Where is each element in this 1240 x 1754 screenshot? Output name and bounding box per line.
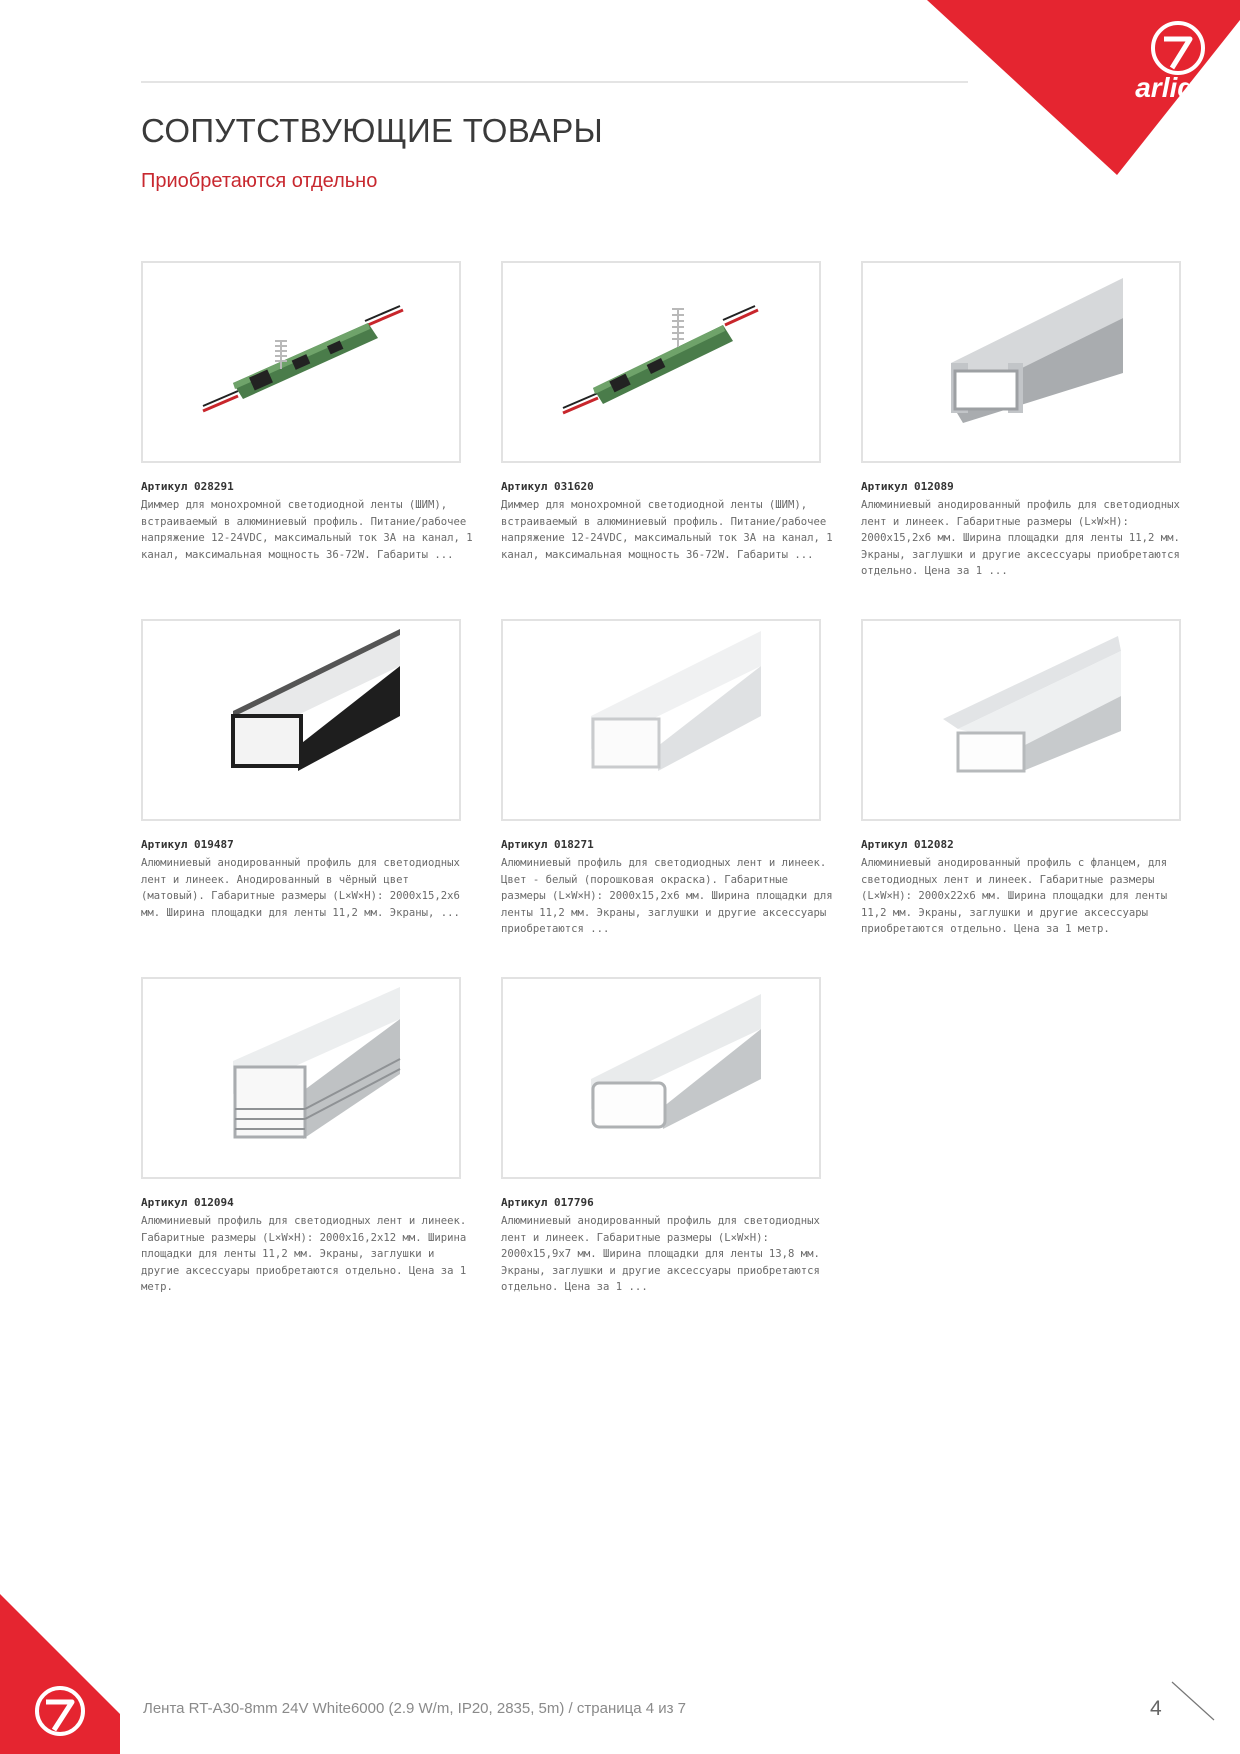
brand-wordmark: arlight bbox=[1135, 72, 1221, 103]
ribbed-profile-icon bbox=[143, 979, 459, 1177]
product-image[interactable] bbox=[141, 977, 461, 1179]
white-profile-icon bbox=[503, 621, 819, 819]
product-description: Диммер для монохромной светодиодной ленты (ШИМ), встраиваемый в алюминиевый профиль. Питание/рабочее напряжение 12-24VDC, максимальный ток 3А на канал, 1 канал, максимальная мощность 36-72W. Габариты ... bbox=[501, 499, 833, 561]
product-sku[interactable]: Артикул 017796 bbox=[501, 1196, 594, 1209]
product-card[interactable] bbox=[501, 619, 833, 938]
product-sku[interactable]: Артикул 018271 bbox=[501, 838, 594, 851]
product-description: Алюминиевый анодированный профиль для светодиодных лент и линеек. Габаритные размеры (L×W×H): 2000x15,2x6 мм. Ширина площадки для ленты 11,2 мм. Экраны, заглушки и другие аксессуары приобретаются отдельно. Цена за 1 ... bbox=[861, 499, 1180, 578]
footer-caption: Лента RT-A30-8mm 24V White6000 (2.9 W/m, IP20, 2835, 5m) / страница 4 из 7 bbox=[143, 1700, 686, 1717]
product-sku[interactable]: Артикул 012089 bbox=[861, 480, 954, 493]
product-image[interactable] bbox=[861, 619, 1181, 821]
product-image[interactable] bbox=[501, 261, 821, 463]
product-sku[interactable]: Артикул 012094 bbox=[141, 1196, 234, 1209]
product-image[interactable] bbox=[141, 261, 461, 463]
dimmer-module-icon bbox=[503, 263, 819, 461]
black-profile-icon bbox=[143, 621, 459, 819]
page-title: СОПУТСТВУЮЩИЕ ТОВАРЫ bbox=[141, 112, 604, 149]
product-sku[interactable]: Артикул 019487 bbox=[141, 838, 234, 851]
product-description: Алюминиевый анодированный профиль для светодиодных лент и линеек. Габаритные размеры (L×W×H): 2000x15,9x7 мм. Ширина площадки для ленты 13,8 мм. Экраны, заглушки и другие аксессуары приобретаются отдельно. Цена за 1 ... bbox=[501, 1215, 820, 1294]
page-number: 4 bbox=[1150, 1697, 1162, 1720]
product-description: Алюминиевый профиль для светодиодных лент и линеек. Цвет - белый (порошковая окраска). Габаритные размеры (L×W×H): 2000x15,2x6 мм. Ширина площадки для ленты 11,2 мм. Экраны, заглушки и другие аксессуары приобретаются ... bbox=[501, 857, 833, 936]
header-rule bbox=[141, 81, 968, 83]
footer-brand-icon bbox=[0, 1594, 120, 1754]
product-card[interactable] bbox=[501, 261, 833, 563]
product-description: Алюминиевый анодированный профиль для светодиодных лент и линеек. Анодированный в чёрный цвет (матовый). Габаритные размеры (L×W×H): 2000x15,2x6 мм. Ширина площадки для ленты 11,2 мм. Экраны, ... bbox=[141, 857, 460, 919]
dimmer-module-icon bbox=[143, 263, 459, 461]
product-card[interactable] bbox=[141, 619, 463, 921]
product-description: Диммер для монохромной светодиодной ленты (ШИМ), встраиваемый в алюминиевый профиль. Питание/рабочее напряжение 12-24VDC, максимальный ток 3А на канал, 1 канал, максимальная мощность 36-72W. Габариты ... bbox=[141, 499, 473, 561]
product-sku[interactable]: Артикул 031620 bbox=[501, 480, 594, 493]
product-card[interactable] bbox=[141, 261, 473, 563]
product-grid bbox=[141, 261, 1181, 1311]
product-sku[interactable]: Артикул 028291 bbox=[141, 480, 234, 493]
page-subtitle: Приобретаются отдельно bbox=[141, 170, 378, 192]
product-card[interactable] bbox=[861, 261, 1183, 580]
aluminium-profile-icon bbox=[863, 263, 1179, 461]
product-image[interactable] bbox=[141, 619, 461, 821]
product-image[interactable] bbox=[501, 977, 821, 1179]
arlight-logo bbox=[920, 0, 1240, 175]
wide-profile-icon bbox=[503, 979, 819, 1177]
product-card[interactable] bbox=[501, 977, 823, 1296]
product-description: Алюминиевый профиль для светодиодных лент и линеек. Габаритные размеры (L×W×H): 2000x16,2x12 мм. Ширина площадки для ленты 11,2 мм. Экраны, заглушки и другие аксессуары приобретаются отдельно. Цена за 1 метр. bbox=[141, 1215, 467, 1294]
product-description: Алюминиевый анодированный профиль с фланцем, для светодиодных лент и линеек. Габаритные размеры (L×W×H): 2000x22x6 мм. Ширина площадки для ленты 11,2 мм. Экраны, заглушки и другие аксессуары приобретаются отдельно. Цена за 1 метр. bbox=[861, 857, 1168, 936]
page-number-slash bbox=[1170, 1680, 1218, 1724]
product-card[interactable] bbox=[141, 977, 467, 1296]
product-image[interactable] bbox=[861, 261, 1181, 463]
product-card[interactable] bbox=[861, 619, 1183, 938]
product-image[interactable] bbox=[501, 619, 821, 821]
flanged-profile-icon bbox=[863, 621, 1179, 819]
product-sku[interactable]: Артикул 012082 bbox=[861, 838, 954, 851]
